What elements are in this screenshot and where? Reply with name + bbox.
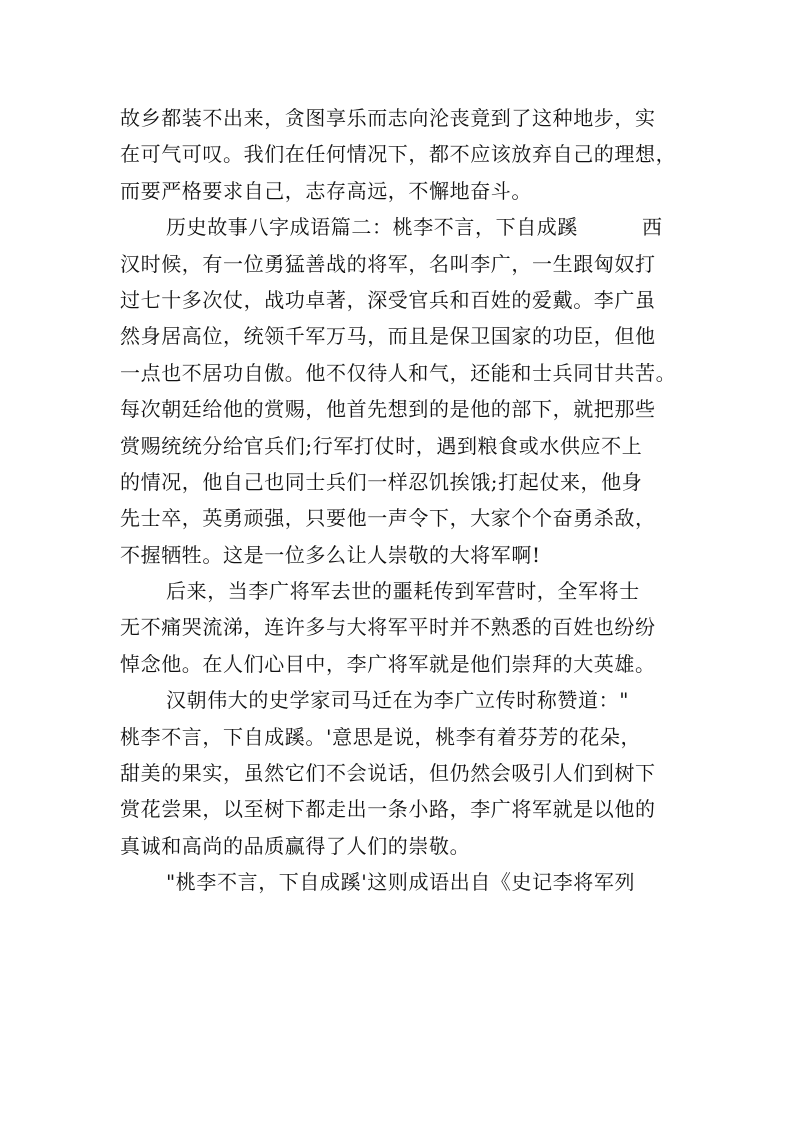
text-line: 不握牺牲。这是一位多么让人崇敬的大将军啊! (120, 542, 541, 567)
text-line: 汉时候，有一位勇猛善战的将军，名叫李广，一生跟匈奴打 (120, 251, 656, 276)
text-line: 后来，当李广将军去世的噩耗传到军营时，全军将士 (166, 579, 640, 604)
text-line: 赏花尝果，以至树下都走出一条小路，李广将军就是以他的 (120, 797, 656, 822)
text-line: 真诚和高尚的品质赢得了人们的崇敬。 (120, 833, 471, 858)
text-line: 而要严格要求自己，志存高远，不懈地奋斗。 (120, 178, 532, 203)
text-fragment: 西 (642, 215, 663, 240)
text-line: 过七十多次仗，战功卓著，深受官兵和百姓的爱戴。李广虽 (120, 287, 656, 312)
text-line: 在可气可叹。我们在任何情况下，都不应该放弃自己的理想， (120, 142, 677, 167)
text-line: 的情况，他自己也同士兵们一样忍饥挨饿;打起仗来，他身 (120, 469, 643, 494)
text-line: 悼念他。在人们心目中，李广将军就是他们崇拜的大英雄。 (120, 651, 656, 676)
text-line: 故乡都装不出来，贪图享乐而志向沦丧竟到了这种地步，实 (120, 106, 656, 130)
text-line: 甜美的果实，虽然它们不会说话，但仍然会吸引人们到树下 (120, 761, 656, 786)
text-line: 赏赐统统分给官兵们;行军打仗时，遇到粮食或水供应不上 (120, 433, 643, 458)
text-line: 每次朝廷给他的赏赐，他首先想到的是他的部下，就把那些 (120, 397, 656, 422)
text-line: 无不痛哭流涕，连许多与大将军平时并不熟悉的百姓也纷纷 (120, 615, 656, 640)
text-line: "桃李不言，下自成蹊'这则成语出自《史记李将军列 (166, 870, 636, 895)
section-heading: 历史故事八字成语篇二：桃李不言，下自成蹊 (166, 215, 578, 240)
section-heading-line (120, 209, 680, 245)
text-line: 桃李不言，下自成蹊。'意思是说，桃李有着芬芳的花朵， (120, 724, 642, 749)
text-line: 一点也不居功自傲。他不仅待人和气，还能和士兵同甘共苦。 (120, 360, 677, 385)
text-line: 先士卒，英勇顽强，只要他一声令下，大家个个奋勇杀敌， (120, 506, 656, 531)
text-line: 然身居高位，统领千军万马，而且是保卫国家的功臣，但他 (120, 324, 656, 349)
text-line: 汉朝伟大的史学家司马迁在为李广立传时称赞道：" (166, 688, 629, 713)
body-text (120, 100, 680, 901)
